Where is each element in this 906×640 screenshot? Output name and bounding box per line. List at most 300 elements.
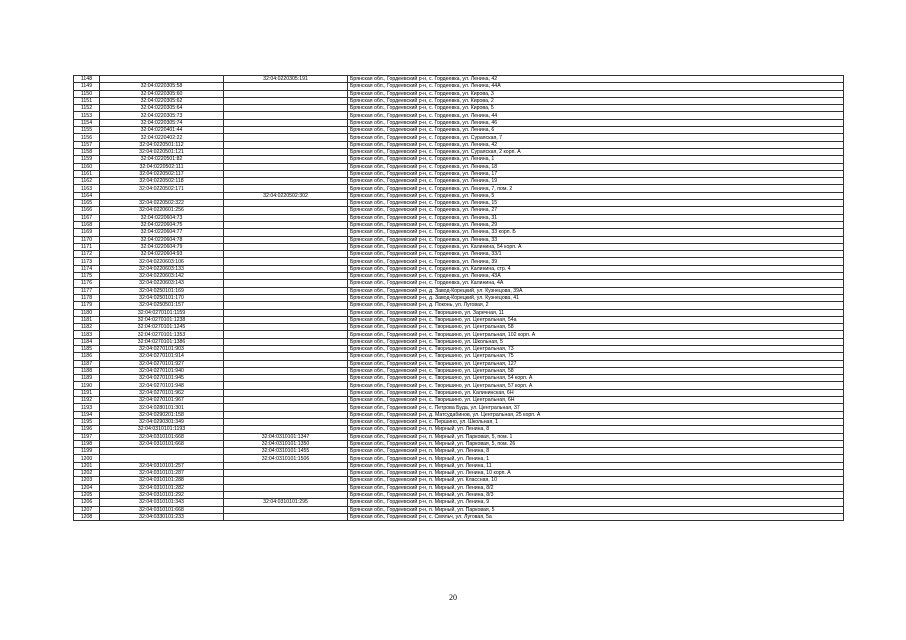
address-cell: Брянская обл., Гордеевский р-н, с. Творишино, ул. Центральная, 102 корп. А [348,331,844,338]
row-number-cell: 1197 [74,433,100,440]
building-number-cell [224,382,348,389]
building-number-cell [224,426,348,433]
table-row [74,280,844,287]
row-number-cell: 1159 [74,156,100,163]
land-parcel-number-cell: 32:04:0270101:967 [100,397,224,404]
table-row [74,440,844,447]
building-number-cell [224,163,348,170]
table-row [74,294,844,301]
table-row [74,200,844,207]
land-parcel-number-cell: 32:04:0250101:170 [100,294,224,301]
building-number-cell [224,287,348,294]
address-cell: Брянская обл., Гордеевский р-н, с. Гордеевка, ул. Кирова, 2 [348,97,844,104]
building-number-cell [224,156,348,163]
building-number-cell [224,506,348,513]
address-cell: Брянская обл., Гордеевский р-н, с. Гордеевка, ул. Ленина, 33/1 [348,251,844,258]
table-row [74,477,844,484]
land-parcel-number-cell: 32:04:0220501:121 [100,148,224,155]
land-parcel-number-cell [100,455,224,462]
land-parcel-number-cell: 32:04:0220305:60 [100,90,224,97]
row-number-cell: 1168 [74,221,100,228]
row-number-cell: 1188 [74,367,100,374]
building-number-cell [224,367,348,374]
row-number-cell: 1167 [74,214,100,221]
land-parcel-number-cell: 32:04:0310101:343 [100,499,224,506]
address-cell: Брянская обл., Гордеевский р-н, с. Гордеевка, ул. Ленина, 19 [348,178,844,185]
building-number-cell [224,170,348,177]
registry-table-container [73,75,843,521]
row-number-cell: 1194 [74,411,100,418]
address-cell: Брянская обл., Гордеевский р-н, с. Творишино, ул. Калининская, 6Н [348,389,844,396]
building-number-cell: 32:04:0220305:191 [224,76,348,83]
land-parcel-number-cell: 32:04:0270101:1159 [100,309,224,316]
land-parcel-number-cell: 32:04:0250101:169 [100,287,224,294]
table-row [74,265,844,272]
table-row [74,148,844,155]
table-row [74,316,844,323]
table-row [74,331,844,338]
land-parcel-number-cell: 32:04:0220502:118 [100,178,224,185]
address-cell: Брянская обл., Гордеевский р-н, д. Матсудабинов, ул. Центральная, 25 корп. А [348,411,844,418]
address-cell: Брянская обл., Гордеевский р-н, с. Гордеевка, ул. Ленина, 17 [348,170,844,177]
address-cell: Брянская обл., Гордеевский р-н, п. Мирный, ул. Парковая, 5, пом. 1 [348,433,844,440]
table-row [74,156,844,163]
address-cell: Брянская обл., Гордеевский р-н, с. Гордеевка, ул. Ленина, 6 [348,127,844,134]
table-row [74,338,844,345]
land-parcel-number-cell: 32:04:0310101:668 [100,433,224,440]
row-number-cell: 1150 [74,90,100,97]
address-cell: Брянская обл., Гордеевский р-н, п. Мирный, ул. Ленина, 1 [348,455,844,462]
row-number-cell: 1148 [74,76,100,83]
land-parcel-number-cell: 32:04:0220604:73 [100,214,224,221]
building-number-cell [224,214,348,221]
table-row [74,353,844,360]
building-number-cell [224,324,348,331]
table-row [74,134,844,141]
table-row [74,141,844,148]
address-cell: Брянская обл., Гордеевский р-н, с. Гордеевка, ул. Ленина, 42 [348,76,844,83]
building-number-cell [224,484,348,491]
building-number-cell [224,316,348,323]
address-cell: Брянская обл., Гордеевский р-н, с. Гордеевка, ул. Ленина, 44А [348,83,844,90]
row-number-cell: 1198 [74,440,100,447]
row-number-cell: 1179 [74,302,100,309]
table-row [74,105,844,112]
row-number-cell: 1158 [74,148,100,155]
address-cell: Брянская обл., Гордеевский р-н, с. Гордеевка, ул. Ленина, 29 [348,221,844,228]
building-number-cell [224,178,348,185]
address-cell: Брянская обл., Гордеевский р-н, с. Гордеевка, ул. Сураяская, 2 корп. А [348,148,844,155]
table-row [74,448,844,455]
address-cell: Брянская обл., Гордеевский р-н, с. Гордеевка, ул. Ленина, 1 [348,156,844,163]
building-number-cell [224,251,348,258]
row-number-cell: 1206 [74,499,100,506]
land-parcel-number-cell: 32:04:0220305:62 [100,97,224,104]
address-cell: Брянская обл., Гордеевский р-н, с. Творишино, ул. Центральная, 75 [348,353,844,360]
building-number-cell [224,280,348,287]
land-parcel-number-cell: 32:04:0290201:158 [100,411,224,418]
row-number-cell: 1196 [74,426,100,433]
registry-table-body [74,76,844,521]
row-number-cell: 1152 [74,105,100,112]
building-number-cell [224,273,348,280]
building-number-cell [224,338,348,345]
land-parcel-number-cell: 32:04:0220603:106 [100,258,224,265]
building-number-cell [224,470,348,477]
building-number-cell [224,90,348,97]
land-parcel-number-cell [100,76,224,83]
land-parcel-number-cell: 32:04:0220502:171 [100,185,224,192]
table-row [74,418,844,425]
address-cell: Брянская обл., Гордеевский р-н, с. Гордеевка, ул. Ленина, 27 [348,207,844,214]
land-parcel-number-cell: 32:04:0220603:133 [100,265,224,272]
table-row [74,229,844,236]
table-row [74,214,844,221]
building-number-cell [224,294,348,301]
table-row [74,309,844,316]
row-number-cell: 1157 [74,141,100,148]
address-cell: Брянская обл., Гордеевский р-н, п. Мирный, ул. Классная, 10 [348,477,844,484]
row-number-cell: 1180 [74,309,100,316]
row-number-cell: 1170 [74,236,100,243]
row-number-cell: 1182 [74,324,100,331]
table-row [74,367,844,374]
row-number-cell: 1193 [74,404,100,411]
land-parcel-number-cell: 32:04:0220501:112 [100,141,224,148]
address-cell: Брянская обл., Гордеевский р-н, с. Творишино, ул. Центральная, 54 корп. А [348,375,844,382]
land-parcel-number-cell: 32:04:0310101:282 [100,484,224,491]
address-cell: Брянская обл., Гордеевский р-н, с. Гордеевка, ул. Ленина, 31 [348,214,844,221]
building-number-cell: 32:04:0310101:295 [224,499,348,506]
address-cell: Брянская обл., Гордеевский р-н, п. Мирный, ул. Ленина, 8 [348,426,844,433]
building-number-cell [224,375,348,382]
table-row [74,506,844,513]
building-number-cell [224,462,348,469]
table-row [74,345,844,352]
table-row [74,513,844,520]
row-number-cell: 1189 [74,375,100,382]
table-row [74,185,844,192]
address-cell: Брянская обл., Гордеевский р-н, д. Завод-Корецкий, ул. Кузнецова, 41 [348,294,844,301]
table-row [74,243,844,250]
land-parcel-number-cell [100,192,224,199]
building-number-cell [224,141,348,148]
building-number-cell [224,265,348,272]
row-number-cell: 1165 [74,200,100,207]
address-cell: Брянская обл., Гордеевский р-н, с. Гордеевка, ул. Ленина, 5 [348,192,844,199]
building-number-cell [224,97,348,104]
row-number-cell: 1203 [74,477,100,484]
row-number-cell: 1178 [74,294,100,301]
row-number-cell: 1208 [74,513,100,520]
table-row [74,411,844,418]
row-number-cell: 1177 [74,287,100,294]
table-row [74,90,844,97]
address-cell: Брянская обл., Гордеевский р-н, с. Творишино, ул. Центральная, 57 корп. А [348,382,844,389]
address-cell: Брянская обл., Гордеевский р-н, с. Гордеевка, ул. Кирова, 3 [348,90,844,97]
address-cell: Брянская обл., Гордеевский р-н, п. Мирный, ул. Парковая, 5, пом. 26 [348,440,844,447]
page-number: 20 [449,593,457,602]
row-number-cell: 1149 [74,83,100,90]
table-row [74,433,844,440]
row-number-cell: 1181 [74,316,100,323]
address-cell: Брянская обл., Гордеевский р-н, с. Першино, ул. Школьная, 1 [348,418,844,425]
address-cell: Брянская обл., Гордеевский р-н, с. Гордеевка, ул. Ленина, 39 [348,258,844,265]
building-number-cell [224,127,348,134]
land-parcel-number-cell: 32:04:0220604:78 [100,236,224,243]
land-parcel-number-cell: 32:04:0220305:58 [100,83,224,90]
cadastral-registry-table [73,75,844,521]
land-parcel-number-cell: 32:04:0220502:322 [100,200,224,207]
table-row [74,360,844,367]
building-number-cell [224,411,348,418]
row-number-cell: 1200 [74,455,100,462]
address-cell: Брянская обл., Гордеевский р-н, с. Гордеевка, ул. Ленина, 33 корп. Б [348,229,844,236]
building-number-cell [224,207,348,214]
building-number-cell [224,221,348,228]
row-number-cell: 1187 [74,360,100,367]
building-number-cell: 32:04:0310101:1347 [224,433,348,440]
row-number-cell: 1171 [74,243,100,250]
row-number-cell: 1172 [74,251,100,258]
row-number-cell: 1185 [74,345,100,352]
land-parcel-number-cell: 32:04:0270101:945 [100,375,224,382]
building-number-cell [224,360,348,367]
table-row [74,83,844,90]
land-parcel-number-cell: 32:04:0270101:962 [100,389,224,396]
address-cell: Брянская обл., Гордеевский р-н, с. Гордеевка, ул. Ленина, 43А [348,273,844,280]
address-cell: Брянская обл., Гордеевский р-н, с. Творишино, ул. Центральная, 73 [348,345,844,352]
row-number-cell: 1176 [74,280,100,287]
address-cell: Брянская обл., Гордеевский р-н, с. Гордеевка, ул. Ленина, 44 [348,112,844,119]
row-number-cell: 1204 [74,484,100,491]
row-number-cell: 1192 [74,397,100,404]
land-parcel-number-cell: 32:04:0220402:22 [100,134,224,141]
row-number-cell: 1186 [74,353,100,360]
table-row [74,236,844,243]
building-number-cell [224,236,348,243]
building-number-cell [224,404,348,411]
row-number-cell: 1153 [74,112,100,119]
row-number-cell: 1151 [74,97,100,104]
land-parcel-number-cell: 32:04:0270101:914 [100,353,224,360]
building-number-cell [224,389,348,396]
table-row [74,119,844,126]
table-row [74,389,844,396]
building-number-cell [224,200,348,207]
table-row [74,178,844,185]
land-parcel-number-cell: 32:04:0220305:64 [100,105,224,112]
row-number-cell: 1166 [74,207,100,214]
address-cell: Брянская обл., Гордеевский р-н, с. Творишино, ул. Центральная, 58 [348,324,844,331]
land-parcel-number-cell: 32:04:0270101:1386 [100,338,224,345]
row-number-cell: 1183 [74,331,100,338]
table-row [74,302,844,309]
land-parcel-number-cell: 32:04:0220604:93 [100,251,224,258]
table-row [74,97,844,104]
row-number-cell: 1184 [74,338,100,345]
address-cell: Брянская обл., Гордеевский р-н, п. Мирный, ул. Ленина, 11 [348,462,844,469]
building-number-cell [224,119,348,126]
land-parcel-number-cell: 32:04:0220502:117 [100,170,224,177]
row-number-cell: 1201 [74,462,100,469]
row-number-cell: 1155 [74,127,100,134]
address-cell: Брянская обл., Гордеевский р-н, с. Гордеевка, ул. Ленина, 15 [348,200,844,207]
table-row [74,273,844,280]
row-number-cell: 1195 [74,418,100,425]
building-number-cell [224,148,348,155]
building-number-cell [224,418,348,425]
building-number-cell [224,513,348,520]
row-number-cell: 1164 [74,192,100,199]
building-number-cell [224,397,348,404]
table-row [74,455,844,462]
row-number-cell: 1202 [74,470,100,477]
land-parcel-number-cell: 32:04:0310101:292 [100,491,224,498]
table-row [74,287,844,294]
table-row [74,426,844,433]
building-number-cell [224,134,348,141]
land-parcel-number-cell: 32:04:0290301:349 [100,418,224,425]
building-number-cell [224,105,348,112]
address-cell: Брянская обл., Гордеевский р-н, с. Гордеевка, ул. Калинина, 4А [348,280,844,287]
address-cell: Брянская обл., Гордеевский р-н, с. Творишино, ул. Центральная, 54а [348,316,844,323]
table-row [74,251,844,258]
row-number-cell: 1156 [74,134,100,141]
land-parcel-number-cell: 32:04:0270101:1238 [100,316,224,323]
land-parcel-number-cell: 32:04:0220603:142 [100,273,224,280]
land-parcel-number-cell: 32:04:0280101:301 [100,404,224,411]
land-parcel-number-cell: 32:04:0270101:1353 [100,331,224,338]
address-cell: Брянская обл., Гордеевский р-н, с. Творишино, ул. Центральная, 6Н [348,397,844,404]
address-cell: Брянская обл., Гордеевский р-н, п. Мирный, ул. Ленина, 8/3 [348,491,844,498]
row-number-cell: 1205 [74,491,100,498]
table-row [74,192,844,199]
table-row [74,484,844,491]
land-parcel-number-cell: 32:04:0220604:79 [100,243,224,250]
building-number-cell: 32:04:0310101:1455 [224,448,348,455]
row-number-cell: 1191 [74,389,100,396]
address-cell: Брянская обл., Гордеевский р-н, с. Петрова Буда, ул. Центральная, 37 [348,404,844,411]
land-parcel-number-cell: 32:04:0310101:287 [100,470,224,477]
building-number-cell [224,477,348,484]
address-cell: Брянская обл., Гордеевский р-н, п. Мирный, ул. Ленина, 8 [348,448,844,455]
row-number-cell: 1162 [74,178,100,185]
row-number-cell: 1161 [74,170,100,177]
table-row [74,499,844,506]
row-number-cell: 1207 [74,506,100,513]
address-cell: Брянская обл., Гордеевский р-н, с. Гордеевка, ул. Сураяская, 7 [348,134,844,141]
address-cell: Брянская обл., Гордеевский р-н, п. Мирный, ул. Ленина, 10 корп. А [348,470,844,477]
row-number-cell: 1190 [74,382,100,389]
land-parcel-number-cell: 32:04:0270101:903 [100,345,224,352]
row-number-cell: 1175 [74,273,100,280]
address-cell: Брянская обл., Гордеевский р-н, с. Гордеевка, ул. Калинина, 54 корп. А [348,243,844,250]
building-number-cell: 32:04:0310101:1350 [224,440,348,447]
table-row [74,491,844,498]
land-parcel-number-cell: 32:04:0250501:157 [100,302,224,309]
table-row [74,76,844,83]
land-parcel-number-cell: 32:04:0220401:44 [100,127,224,134]
address-cell: Брянская обл., Гордеевский р-н, п. Мирный, ул. Ленина, 8/2 [348,484,844,491]
land-parcel-number-cell: 32:04:0330101:233 [100,513,224,520]
land-parcel-number-cell: 32:04:0310101:668 [100,506,224,513]
building-number-cell [224,83,348,90]
land-parcel-number-cell: 32:04:0220305:74 [100,119,224,126]
land-parcel-number-cell: 32:04:0220603:143 [100,280,224,287]
land-parcel-number-cell: 32:04:0220601:256 [100,207,224,214]
land-parcel-number-cell: 32:04:0270101:940 [100,367,224,374]
table-row [74,127,844,134]
table-row [74,397,844,404]
building-number-cell [224,258,348,265]
land-parcel-number-cell: 32:04:0220604:77 [100,229,224,236]
table-row [74,112,844,119]
land-parcel-number-cell: 32:04:0270101:1245 [100,324,224,331]
table-row [74,324,844,331]
address-cell: Брянская обл., Гордеевский р-н, с. Творишино, ул. Школьная, 5 [348,338,844,345]
address-cell: Брянская обл., Гордеевский р-н, д. Поконь, ул. Луговая, 2 [348,302,844,309]
table-row [74,163,844,170]
address-cell: Брянская обл., Гордеевский р-н, с. Гордеевка, ул. Ленина, 7, пом. 2 [348,185,844,192]
address-cell: Брянская обл., Гордеевский р-н, с. Творишино, ул. Центральная, 127 [348,360,844,367]
building-number-cell [224,185,348,192]
land-parcel-number-cell: 32:04:0220501:82 [100,156,224,163]
building-number-cell [224,302,348,309]
address-cell: Брянская обл., Гордеевский р-н, п. Мирный, ул. Парковая, 5 [348,506,844,513]
land-parcel-number-cell: 32:04:0270101:948 [100,382,224,389]
address-cell: Брянская обл., Гордеевский р-н, с. Творишино, ул. Центральная, 58 [348,367,844,374]
row-number-cell: 1199 [74,448,100,455]
land-parcel-number-cell: 32:04:0270101:927 [100,360,224,367]
land-parcel-number-cell: 32:04:0310101:668 [100,440,224,447]
address-cell: Брянская обл., Гордеевский р-н, д. Завод-Корецкий, ул. Кузнецова, 39А [348,287,844,294]
table-row [74,258,844,265]
table-row [74,404,844,411]
land-parcel-number-cell: 32:04:0220305:73 [100,112,224,119]
table-row [74,375,844,382]
building-number-cell [224,229,348,236]
address-cell: Брянская обл., Гордеевский р-н, с. Смяльч, ул. Луговая, 5а [348,513,844,520]
land-parcel-number-cell [100,448,224,455]
building-number-cell [224,112,348,119]
land-parcel-number-cell: 32:04:0220502:111 [100,163,224,170]
table-row [74,207,844,214]
building-number-cell [224,353,348,360]
land-parcel-number-cell: 32:04:0220604:75 [100,221,224,228]
building-number-cell [224,309,348,316]
building-number-cell: 32:04:0310101:1506 [224,455,348,462]
land-parcel-number-cell: 32:04:0310101:257 [100,462,224,469]
row-number-cell: 1174 [74,265,100,272]
building-number-cell [224,345,348,352]
row-number-cell: 1169 [74,229,100,236]
address-cell: Брянская обл., Гордеевский р-н, п. Мирный, ул. Ленина, 9 [348,499,844,506]
land-parcel-number-cell: 32:04:0310101:288 [100,477,224,484]
address-cell: Брянская обл., Гордеевский р-н, с. Гордеевка, ул. Ленина, 42 [348,141,844,148]
row-number-cell: 1154 [74,119,100,126]
row-number-cell: 1163 [74,185,100,192]
building-number-cell: 32:04:0220502:302 [224,192,348,199]
table-row [74,462,844,469]
table-row [74,382,844,389]
address-cell: Брянская обл., Гордеевский р-н, с. Гордеевка, ул. Ленина, 46 [348,119,844,126]
table-row [74,170,844,177]
building-number-cell [224,491,348,498]
address-cell: Брянская обл., Гордеевский р-н, с. Гордеевка, ул. Калинина, стр. 4 [348,265,844,272]
address-cell: Брянская обл., Гордеевский р-н, с. Гордеевка, ул. Ленина, 18 [348,163,844,170]
building-number-cell [224,331,348,338]
